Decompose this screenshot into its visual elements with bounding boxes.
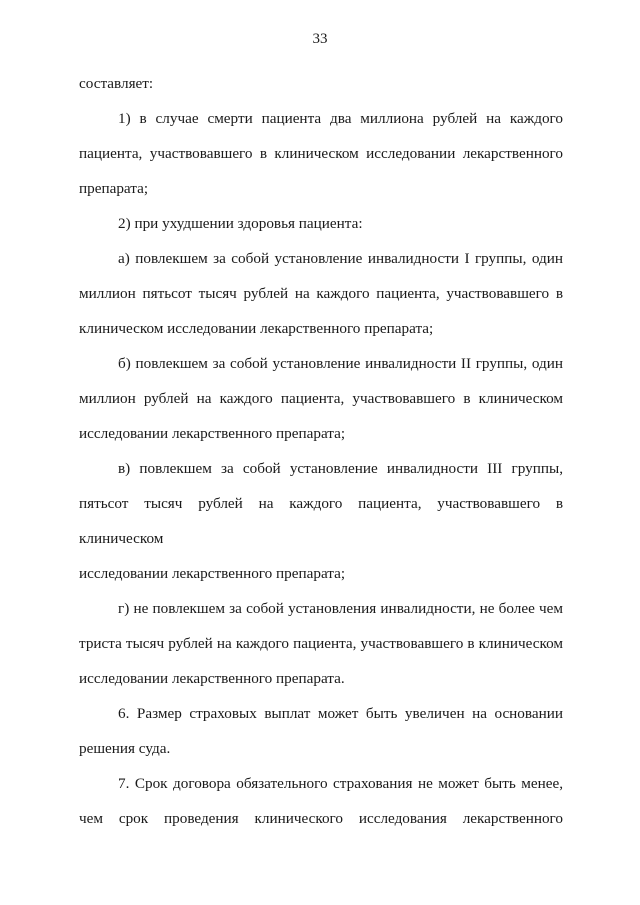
paragraph-item-6 (79, 696, 563, 766)
paragraph-line: миллион рублей на каждого пациента, участвовавшего в клиническом (79, 390, 563, 407)
paragraph-line: исследовании лекарственного препарата; (79, 425, 346, 442)
paragraph-line: клиническом исследовании лекарственного препарата; (79, 320, 434, 337)
paragraph-line: препарата; (79, 180, 149, 197)
paragraph-line: а) повлекшем за собой установление инвалидности I группы, один (118, 250, 563, 267)
paragraph-item-1-death (79, 101, 563, 206)
paragraph-subitem-b (79, 346, 563, 451)
paragraph-intro (79, 66, 563, 101)
paragraph-line: миллион пятьсот тысяч рублей на каждого пациента, участвовавшего в (79, 285, 563, 302)
paragraph-line: б) повлекшем за собой установление инвалидности II группы, один (118, 355, 563, 372)
paragraph-line: 7. Срок договора обязательного страхования не может быть менее, (118, 775, 563, 792)
paragraph-line: г) не повлекшем за собой установления инвалидности, не более чем (118, 600, 563, 617)
paragraph-line: в) повлекшем за собой установление инвалидности III группы, (118, 460, 563, 477)
paragraph-line: составляет: (79, 75, 154, 92)
paragraph-subitem-v (79, 451, 563, 591)
paragraph-line: исследовании лекарственного препарата; (79, 565, 346, 582)
paragraph-subitem-a (79, 241, 563, 346)
paragraph-line: 6. Размер страховых выплат может быть увеличен на основании (118, 705, 563, 722)
paragraph-line: 1) в случае смерти пациента два миллиона рублей на каждого (118, 110, 563, 127)
paragraph-subitem-g (79, 591, 563, 696)
paragraph-item-7 (79, 766, 563, 836)
document-body (79, 66, 563, 836)
page-number: 33 (312, 31, 328, 47)
paragraph-line: чем срок проведения клинического исследования лекарственного (79, 810, 563, 827)
paragraph-line: триста тысяч рублей на каждого пациента, участвовавшего в клиническом (79, 635, 563, 652)
paragraph-item-2-health (79, 206, 563, 241)
paragraph-line: исследовании лекарственного препарата. (79, 670, 345, 687)
paragraph-line: решения суда. (79, 740, 171, 757)
paragraph-line: пациента, участвовавшего в клиническом исследовании лекарственного (79, 145, 563, 162)
paragraph-line: 2) при ухудшении здоровья пациента: (118, 215, 363, 232)
paragraph-line: пятьсот тысяч рублей на каждого пациента, участвовавшего в клиническом (79, 495, 563, 547)
